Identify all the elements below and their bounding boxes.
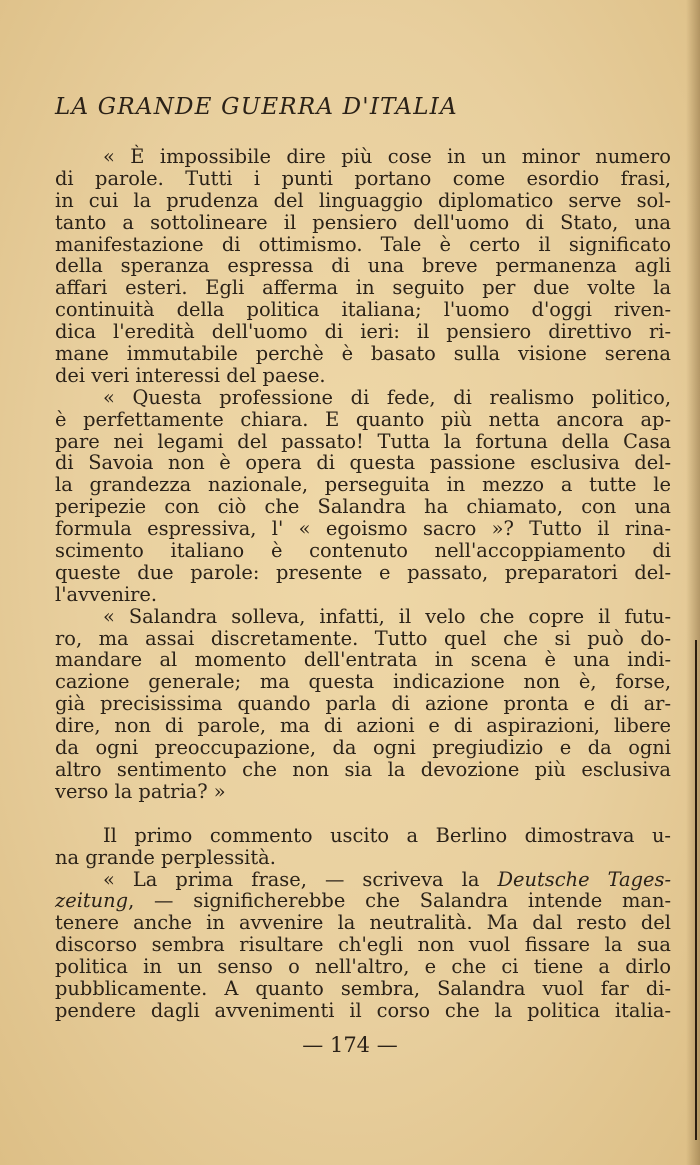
text-line: da ogni preoccupazione, da ogni pregiudizio e da ogni <box>55 736 671 760</box>
text-line: della speranza espressa di una breve permanenza agli <box>55 254 671 278</box>
text-line: queste due parole: presente e passato, preparatori del- <box>55 560 671 584</box>
text-line: pendere dagli avvenimenti il corso che la politica italia- <box>55 998 671 1022</box>
text-line: na grande perplessità. <box>55 845 276 869</box>
text-line: la grandezza nazionale, perseguita in mezzo a tutte le <box>55 473 671 497</box>
text-line: affari esteri. Egli afferma in seguito per due volte la <box>55 276 671 300</box>
page-number: — 174 — <box>302 1033 398 1057</box>
paragraph-2 <box>55 387 671 606</box>
text-line: cazione generale; ma questa indicazione non è, forse, <box>55 670 671 694</box>
paragraph-5 <box>55 869 671 1022</box>
text-line: Il primo commento uscito a Berlino dimostrava u- <box>103 823 671 847</box>
quote-text: , — significherebbe che Salandra intende man- <box>128 889 671 913</box>
text-line: « Questa professione di fede, di realismo politico, <box>103 385 671 409</box>
text-line: tenere anche in avvenire la neutralità. Ma dal resto del <box>55 911 671 935</box>
text-line <box>55 869 671 891</box>
text-line: altro sentimento che non sia la devozione più esclusiva <box>55 757 671 781</box>
text-line: di Savoia non è opera di questa passione esclusiva del- <box>55 451 671 475</box>
text-line <box>55 890 671 912</box>
text-line: tanto a sottolineare il pensiero dell'uomo di Stato, una <box>55 210 671 234</box>
paragraph-3 <box>55 606 671 803</box>
page-edge-line <box>695 640 697 1140</box>
text-line: pubblicamente. A quanto sembra, Salandra vuol far di- <box>55 976 671 1000</box>
running-head: LA GRANDE GUERRA D'ITALIA <box>55 94 458 120</box>
text-line: peripezie con ciò che Salandra ha chiamato, con una <box>55 495 671 519</box>
text-line: scimento italiano è contenuto nell'accoppiamento di <box>55 539 671 563</box>
text-line: « È impossibile dire più cose in un minor numero <box>103 145 671 168</box>
text-line: formula espressiva, l' « egoismo sacro »? Tutto il rina- <box>55 517 671 541</box>
newspaper-title: Deutsche Tages- <box>497 867 671 891</box>
text-line: dei veri interessi del paese. <box>55 363 326 387</box>
quote-text: « La prima frase, — scriveva la <box>103 867 498 891</box>
page-edge-shadow <box>686 0 700 1165</box>
newspaper-title: zeitung <box>55 889 129 913</box>
text-line: mane immutabile perchè è basato sulla visione serena <box>55 342 671 366</box>
text-line: l'avvenire. <box>55 582 158 606</box>
text-line: in cui la prudenza del linguaggio diplomatico serve sol- <box>55 188 671 212</box>
text-line: pare nei legami del passato! Tutta la fortuna della Casa <box>55 429 671 453</box>
text-line: mandare al momento dell'entrata in scena è una indi- <box>55 648 671 672</box>
text-line: ro, ma assai discretamente. Tutto quel che si può do- <box>55 626 671 650</box>
text-line: politica in un senso o nell'altro, e che ci tiene a dirlo <box>55 955 671 979</box>
text-line: è perfettamente chiara. E quanto più netta ancora ap- <box>55 407 671 431</box>
text-line: di parole. Tutti i punti portano come esordio frasi, <box>55 166 671 190</box>
text-line: dire, non di parole, ma di azioni e di aspirazioni, libere <box>55 714 671 738</box>
text-line: dica l'eredità dell'uomo di ieri: il pensiero direttivo ri- <box>55 320 671 344</box>
text-line: verso la patria? » <box>55 779 226 803</box>
text-line: discorso sembra risultare ch'egli non vuol fissare la sua <box>55 933 671 957</box>
text-line: continuità della politica italiana; l'uomo d'oggi riven- <box>55 298 671 322</box>
section-gap <box>55 803 671 825</box>
paragraph-4 <box>55 825 671 869</box>
paragraph-1 <box>55 146 671 387</box>
text-line: manifestazione di ottimismo. Tale è certo il significato <box>55 232 671 256</box>
body-text <box>55 146 671 1022</box>
text-line: « Salandra solleva, infatti, il velo che copre il futu- <box>103 604 671 628</box>
text-line: già precisissima quando parla di azione pronta e di ar- <box>55 692 671 716</box>
